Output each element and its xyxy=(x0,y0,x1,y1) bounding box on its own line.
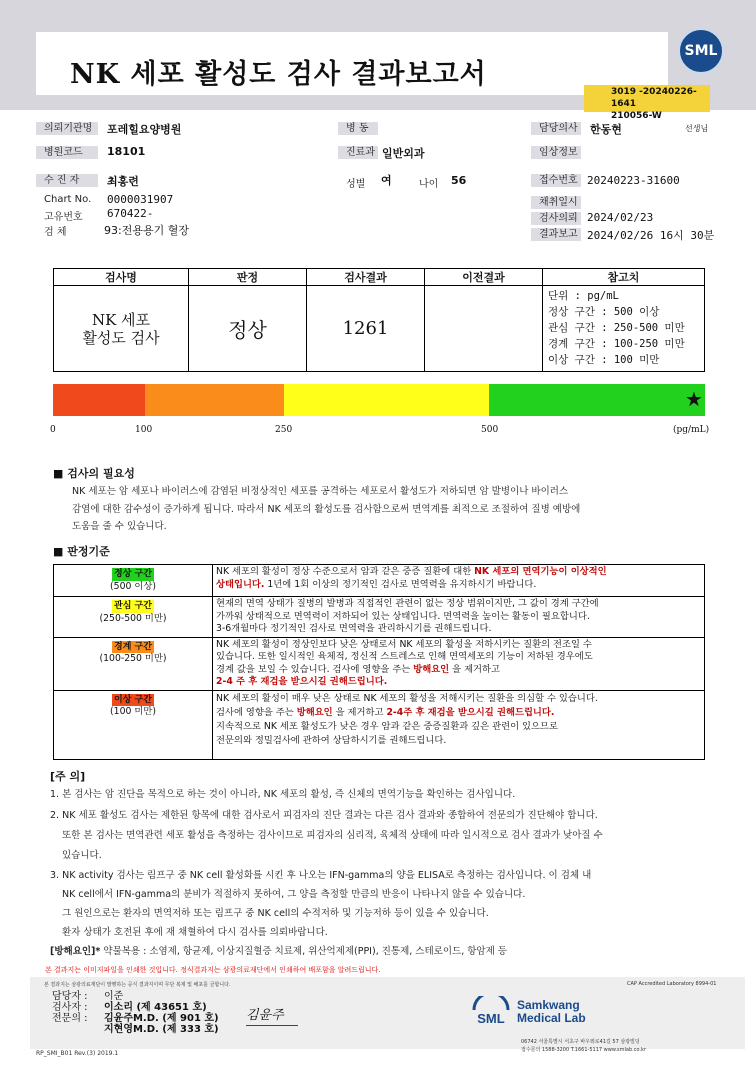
note-line: 1. 본 검사는 암 진단을 목적으로 하는 것이 아니라, NK 세포의 활성, 즉 신체의 면역기능을 확인하는 검사입니다. xyxy=(50,789,516,800)
criteria-text: NK 세포의 활성이 매우 낮은 상태로 NK 세포의 활성을 저해시키는 질환을 의심할 수 있습니다. xyxy=(216,692,598,704)
criteria-text: 을 제거하고 xyxy=(449,663,500,675)
request-label: 검사의뢰 xyxy=(531,212,581,225)
note-line: 그 원인으로는 환자의 면역저하 또는 림프구 중 NK cell의 수적저하 및 기능저하 등이 있을 수 있습니다. xyxy=(62,908,489,919)
clinical-label: 임상정보 xyxy=(531,146,581,159)
chart-value: 0000031907 xyxy=(107,193,174,206)
necessity-heading-text: 검사의 필요성 xyxy=(67,467,135,480)
square-bullet-icon: ■ xyxy=(53,467,68,480)
necessity-text xyxy=(72,483,580,536)
criteria-text: NK 세포의 활성이 정상 수준으로서 암과 같은 중증 질환에 대한 xyxy=(216,566,475,577)
criteria-abnormal-text xyxy=(213,690,705,760)
criteria-range: (250-500 미만) xyxy=(99,612,167,624)
gauge-segment-normal xyxy=(489,384,705,416)
criteria-text: 3-6개월마다 정기적인 검사로 면역력을 관리하시기를 권해드립니다. xyxy=(216,623,492,634)
criteria-text: 경계 값을 보일 수 있습니다. 검사에 영향을 주는 xyxy=(216,663,414,675)
examinee-label: 수 진 자 xyxy=(36,174,98,187)
report-number-line1: 3019 -20240226-1641 xyxy=(611,87,697,109)
uid-value: 670422- xyxy=(107,207,154,220)
report-number xyxy=(584,85,710,121)
result-value: 2024/02/26 16시 30분 xyxy=(587,229,715,242)
criteria-border-text xyxy=(213,637,705,690)
criteria-text: 검사에 영향을 주는 xyxy=(216,706,297,718)
criteria-tag: 경계 구간 xyxy=(114,641,152,652)
specimen-value: 93:전용용기 혈장 xyxy=(104,224,189,237)
examinee-value: 최홍련 xyxy=(107,175,139,188)
note-line: 환자 상태가 호전된 후에 재 채혈하여 다시 검사를 의뢰바랍니다. xyxy=(62,927,328,938)
criteria-tag: 이상 구간 xyxy=(114,694,152,705)
staff-list xyxy=(52,991,219,1035)
hindrance-line xyxy=(50,944,603,960)
criteria-range: (100 미만) xyxy=(110,706,156,717)
staff-role: 전문의 : xyxy=(52,1013,88,1024)
criteria-emphasis: 2-4 주 후 재검을 받으시길 권해드립니다. xyxy=(216,676,388,687)
reference-normal: 정상 구간 : 500 이상 xyxy=(548,306,660,318)
cap-accreditation: CAP Accredited Laboratory 8994-01 xyxy=(627,981,717,987)
note-line: 2. NK 세포 활성도 검사는 제한된 항목에 대한 검사로서 피검자의 진단 결과는 다른 검사 결과와 종합하여 전문의가 진단해야 합니다. xyxy=(50,810,598,821)
note-line: 또한 본 검사는 면역관련 세포 활성을 측정하는 검사이므로 피검자의 심리적, 육체적 상태에 따라 일시적으로 검사 결과가 낮아질 수 xyxy=(62,830,603,841)
result-label: 결과보고 xyxy=(531,228,581,241)
ward-label: 병 동 xyxy=(338,122,378,135)
criteria-interest-cell xyxy=(54,597,213,638)
age-label: 나이 xyxy=(419,179,439,190)
criteria-heading-text: 판정기준 xyxy=(67,545,110,558)
sml-logo: SML xyxy=(677,27,725,75)
square-bullet-icon: ■ xyxy=(53,545,68,558)
note-line: NK cell에서 IFN-gamma의 분비가 적절하지 못하여, 그 양을 측정할 만큼의 반응이 나타나지 않을 수 있습니다. xyxy=(62,889,526,900)
activity-gauge xyxy=(53,384,705,416)
gauge-tick-500: 500 xyxy=(481,425,499,435)
criteria-text: 현재의 면역 상태가 질병의 발병과 직접적인 관련이 없는 정상 범위이지만, 그 값이 경계 구간에 xyxy=(216,598,599,609)
header-result: 검사결과 xyxy=(307,269,425,286)
criteria-range: (500 이상) xyxy=(110,580,156,592)
request-value: 2024/02/23 xyxy=(587,211,654,224)
criteria-border-cell xyxy=(54,637,213,690)
criteria-abnormal-cell xyxy=(54,690,213,760)
criteria-emphasis: 2-4주 후 재검을 받으시길 권해드립니다. xyxy=(386,706,555,718)
form-number: RP_SMI_B01 Rev.(3) 2019.1 xyxy=(36,1050,119,1057)
header-reference: 참고치 xyxy=(543,269,705,286)
collect-label: 채취일시 xyxy=(531,196,581,209)
criteria-emphasis: 방해요인 xyxy=(296,706,333,718)
criteria-table xyxy=(53,564,705,760)
test-name-cell xyxy=(54,286,189,372)
staff-name: 이준 xyxy=(104,991,124,1002)
footer-fine-print: 본 결과지는 삼광의료재단이 발행하는 공식 결과지이며 무단 복제 및 배포를 금합니다. xyxy=(44,982,231,988)
reference-abnormal: 이상 구간 : 100 미만 xyxy=(548,354,660,366)
uid-label: 고유번호 xyxy=(44,212,83,223)
gauge-segment-interest xyxy=(284,384,489,416)
header-judgement: 판정 xyxy=(189,269,307,286)
criteria-tag: 정상 구간 xyxy=(114,569,152,579)
reference-border: 경계 구간 : 100-250 미만 xyxy=(548,338,685,350)
sex-label: 성별 xyxy=(346,179,366,190)
gauge-tick-250: 250 xyxy=(275,425,293,435)
necessity-line: 감염에 대한 감수성이 증가하게 됩니다. 따라서 NK 세포의 활성도를 검사함으로써 면역계를 최적으로 조절하여 질병 예방에 xyxy=(72,503,581,515)
staff-role: 검사자 : xyxy=(52,1002,88,1013)
reference-cell xyxy=(543,286,705,372)
judgement-cell: 정상 xyxy=(189,286,307,372)
staff-name: 지현영M.D. (제 333 호) xyxy=(104,1024,219,1035)
report-title: NK 세포 활성도 검사 결과보고서 xyxy=(70,59,487,90)
criteria-text: 지속적으로 NK 세포 활성도가 낮은 경우 암과 같은 중증질환과 깊은 관련이 있으므로 xyxy=(216,720,558,732)
hindrance-label: [방해요인]* xyxy=(50,946,101,957)
code-label: 병원코드 xyxy=(36,146,98,159)
criteria-text: 가까워 상태적으로 면역력이 저하되어 있는 상태입니다. 면역력을 높이는 활동이 필요합니다. xyxy=(216,610,590,622)
company-contact: 접수문의 1588-3200 T.1661-5117 www.smlab.co.kr xyxy=(521,1047,646,1053)
criteria-text: 있습니다. 또한 일시적인 육체적, 정신적 스트레스로 인해 면역세포의 기능이 저하된 경우에도 xyxy=(216,651,593,662)
gauge-segment-border xyxy=(145,384,284,416)
note-line: 3. NK activity 검사는 림프구 중 NK cell 활성화를 시킨 후 나오는 IFN-gamma의 양을 ELISA로 측정하는 검사입니다. 이 검체 내 xyxy=(50,870,592,881)
reference-unit: 단위 : pg/mL xyxy=(548,290,619,302)
notes-heading: [주 의] xyxy=(50,770,86,783)
result-table xyxy=(53,268,705,372)
gauge-tick-0: 0 xyxy=(50,425,56,435)
gauge-segment-abnormal xyxy=(53,384,145,416)
institution-value: 포레힐요양병원 xyxy=(107,123,182,136)
hindrance-text: 약물복용 : 소염제, 항균제, 이상지질혈증 치료제, 위산억제제(PPI), 진통제, 스테로이드, 항암제 등 xyxy=(100,946,507,957)
staff-row xyxy=(52,1013,219,1024)
age-value: 56 xyxy=(451,174,467,187)
note-line: 있습니다. xyxy=(62,850,102,861)
sml-logo-icon xyxy=(470,996,512,1026)
staff-row xyxy=(52,991,219,1002)
doctor-value: 한동현 xyxy=(590,123,622,136)
test-name-line1: NK 세포 xyxy=(91,310,151,329)
criteria-text: 을 제거하고 xyxy=(332,706,387,718)
notes-block xyxy=(50,787,603,960)
necessity-line: NK 세포는 암 세포나 바이러스에 감염된 비정상적인 세포를 공격하는 세포로서 활성도가 저하되면 암 발병이나 바이러스 xyxy=(72,486,569,497)
signature: 김윤주 xyxy=(246,1004,298,1026)
criteria-normal-cell xyxy=(54,565,213,597)
sex-value: 여 xyxy=(381,174,392,187)
criteria-tag: 관심 구간 xyxy=(114,601,152,611)
doctor-title: 선생님 xyxy=(685,124,709,133)
receipt-label: 접수번호 xyxy=(531,174,581,187)
staff-row xyxy=(52,1024,219,1035)
staff-role: 담당자 : xyxy=(52,991,88,1002)
necessity-line: 도움을 줄 수 있습니다. xyxy=(72,521,167,532)
company-name xyxy=(517,999,586,1025)
staff-name: 김윤주M.D. (제 901 호) xyxy=(104,1013,219,1024)
svg-text:SML: SML xyxy=(477,1011,505,1026)
company-name-line: Samkwang xyxy=(517,998,580,1012)
criteria-normal-text xyxy=(213,565,705,597)
criteria-text: 전문의와 정밀검사에 관하여 상담하시기를 권해드립니다. xyxy=(216,734,447,746)
gauge-tick-100: 100 xyxy=(135,425,153,435)
test-name-line2: 활성도 검사 xyxy=(82,328,160,347)
criteria-text: 1년에 1회 이상의 정기적인 검사로 면역력을 유지하시기 바랍니다. xyxy=(264,578,537,590)
criteria-emphasis: 방해요인 xyxy=(413,663,450,675)
receipt-value: 20240223-31600 xyxy=(587,174,680,187)
report-number-line2: 210056-W xyxy=(611,111,662,121)
staff-name: 이소리 (제 43651 호) xyxy=(104,1002,207,1013)
dept-value: 일반외과 xyxy=(382,147,425,160)
reference-interest: 관심 구간 : 250-500 미만 xyxy=(548,322,685,334)
sml-logo-mark xyxy=(470,996,512,1026)
criteria-emphasis: NK 세포의 면역기능이 이상적인 xyxy=(474,566,607,577)
criteria-range: (100-250 미만) xyxy=(99,653,167,664)
chart-label: Chart No. xyxy=(44,194,92,205)
specimen-label: 검 체 xyxy=(44,227,67,238)
criteria-emphasis: 상태입니다. xyxy=(216,578,265,590)
footer-warning: 본 결과지는 이미지파일을 인쇄한 것입니다. 정식결과지는 삼광의료재단에서 인쇄하여 배포함을 알려드립니다. xyxy=(45,966,381,974)
dept-label: 진료과 xyxy=(338,146,378,159)
header-test-name: 검사명 xyxy=(54,269,189,286)
criteria-text: NK 세포의 활성이 정상인보다 낮은 상태로서 NK 세포의 활성을 저하시키는 질환의 전조일 수 xyxy=(216,638,592,650)
institution-label: 의뢰기관명 xyxy=(36,122,98,135)
staff-row xyxy=(52,1002,219,1013)
doctor-label: 담당의사 xyxy=(531,122,581,135)
necessity-heading xyxy=(53,465,135,481)
header-previous: 이전결과 xyxy=(425,269,543,286)
result-value-cell: 1261 xyxy=(307,286,425,372)
code-value: 18101 xyxy=(107,145,146,158)
company-name-line: Medical Lab xyxy=(517,1011,586,1025)
result-marker-icon: ★ xyxy=(685,387,703,411)
gauge-unit: (pg/mL) xyxy=(673,425,710,435)
criteria-interest-text xyxy=(213,597,705,638)
previous-cell xyxy=(425,286,543,372)
criteria-heading xyxy=(53,543,110,559)
company-address: 06742 서울특별시 서초구 바우뫼로41길 57 삼광빌딩 xyxy=(521,1039,640,1045)
